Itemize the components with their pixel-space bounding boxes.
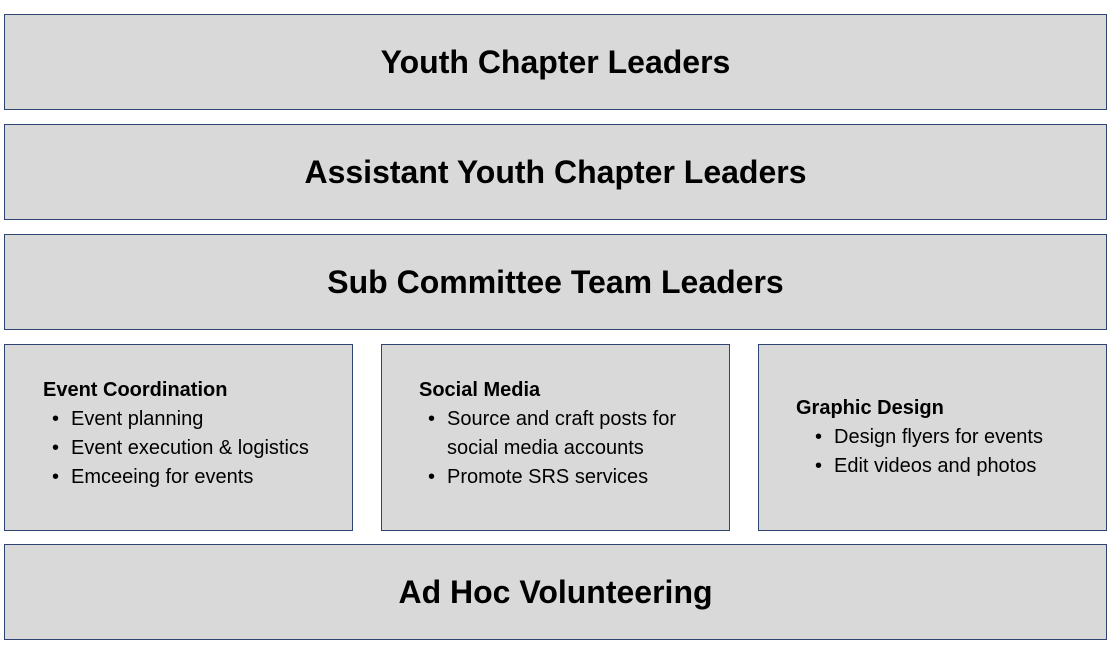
tier-label: Youth Chapter Leaders	[380, 44, 731, 80]
committee-title: Event Coordination	[43, 378, 228, 401]
duty-item: • Edit videos and photos	[796, 452, 1106, 481]
committee-social-media	[381, 344, 730, 531]
committee-title: Social Media	[419, 378, 541, 401]
duty-list	[43, 405, 352, 492]
committee-graphic-design	[758, 344, 1107, 531]
tier-label: Sub Committee Team Leaders	[327, 264, 784, 300]
duty-item: • Promote SRS services	[419, 463, 729, 492]
duty-item: • Event execution & logistics	[43, 434, 352, 463]
tier-label: Assistant Youth Chapter Leaders	[304, 154, 807, 190]
duty-item: • Emceeing for events	[43, 463, 352, 492]
tier-ad-hoc-volunteering	[4, 544, 1107, 640]
tier-assistant-youth-chapter-leaders	[4, 124, 1107, 220]
committee-event-coordination	[4, 344, 353, 531]
duty-list	[419, 405, 729, 492]
duty-item: • Source and craft posts for social media accounts	[419, 405, 729, 463]
duty-item: • Event planning	[43, 405, 352, 434]
duty-item: • Design flyers for events	[796, 423, 1106, 452]
duty-list	[796, 423, 1106, 481]
tier-sub-committee-team-leaders	[4, 234, 1107, 330]
tier-label: Ad Hoc Volunteering	[398, 574, 713, 610]
committee-title: Graphic Design	[796, 397, 944, 419]
tier-youth-chapter-leaders	[4, 14, 1107, 110]
